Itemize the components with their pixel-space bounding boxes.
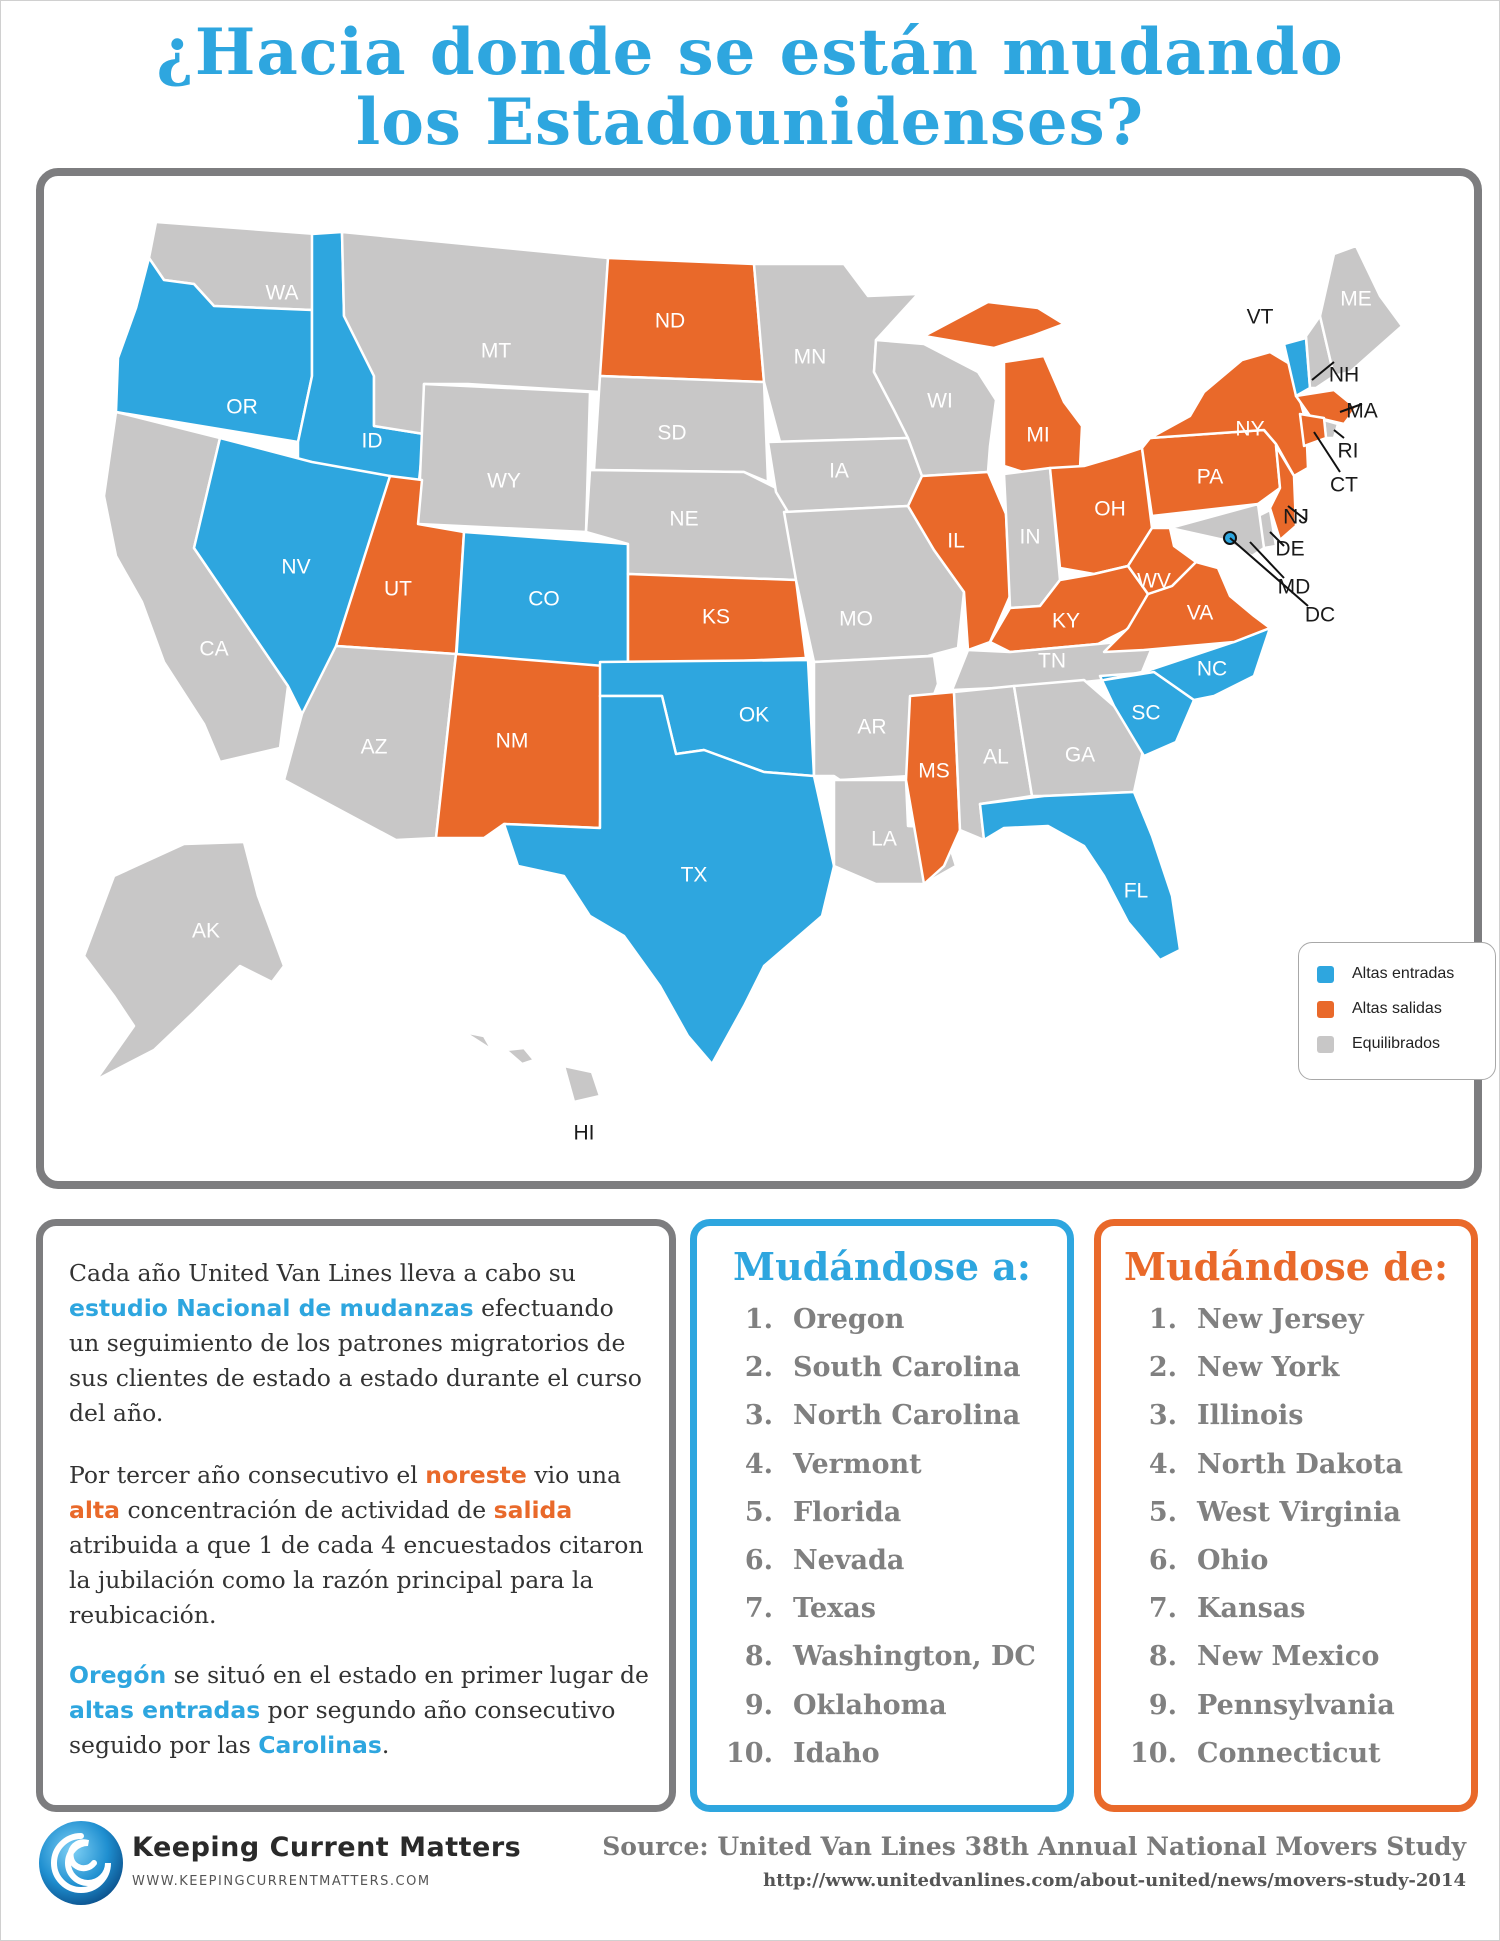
title-line-2: los Estadounidenses?	[355, 85, 1145, 160]
p3-highlight-1: Oregón	[69, 1661, 167, 1689]
source-url[interactable]: http://www.unitedvanlines.com/about-united/news/movers-study-2014	[763, 1870, 1466, 1891]
moving-to-state-name: Oregon	[793, 1304, 905, 1335]
moving-to-item-10	[697, 1738, 1067, 1778]
state-label-nv: NV	[281, 555, 311, 579]
state-label-nj: NJ	[1283, 505, 1309, 529]
legend-inbound-swatch	[1317, 966, 1334, 983]
p1-text-2: efectuando un seguimiento de los patrones migratorios de sus clientes de estado a estado durante el curso del año.	[69, 1294, 642, 1427]
state-hi	[464, 1032, 600, 1102]
state-label-ia: IA	[829, 459, 849, 483]
legend-outbound	[1317, 998, 1442, 1020]
state-label-id: ID	[361, 429, 383, 453]
moving-from-rank: 1.	[1148, 1304, 1177, 1335]
moving-from-item-2	[1101, 1352, 1471, 1392]
state-label-mt: MT	[480, 339, 512, 363]
moving-to-heading: Mudándose a:	[733, 1244, 1031, 1289]
state-fl	[980, 792, 1180, 960]
state-label-nh: NH	[1328, 363, 1360, 387]
state-label-wa: WA	[265, 281, 299, 305]
state-label-or: OR	[226, 395, 258, 419]
state-label-tx: TX	[680, 863, 708, 887]
moving-to-state-name: South Carolina	[793, 1352, 1021, 1384]
moving-from-item-4	[1101, 1449, 1471, 1489]
state-label-co: CO	[528, 587, 560, 611]
p2-highlight-1: noreste	[425, 1461, 527, 1489]
state-wy	[418, 384, 590, 532]
legend-inbound	[1317, 963, 1454, 985]
map-frame	[36, 168, 1482, 1189]
moving-from-state-name: West Virginia	[1197, 1496, 1401, 1528]
moving-to-state-name: Texas	[793, 1593, 876, 1625]
moving-to-item-5	[697, 1497, 1067, 1537]
state-label-pa: PA	[1196, 465, 1224, 489]
moving-from-state-name: Connecticut	[1197, 1737, 1381, 1769]
moving-to-rank: 9.	[744, 1689, 773, 1721]
kcm-logo-icon	[36, 1818, 126, 1908]
title-line-1: ¿Hacia donde se están mudando	[156, 15, 1344, 90]
state-label-ar: AR	[857, 715, 887, 739]
state-label-wv: WV	[1137, 569, 1171, 593]
state-label-ut: UT	[384, 577, 412, 601]
moving-from-rank: 3.	[1148, 1400, 1177, 1432]
moving-to-rank: 2.	[744, 1352, 773, 1384]
moving-from-state-name: New Jersey	[1197, 1304, 1364, 1335]
state-label-ak: AK	[191, 919, 221, 943]
p3-text: se situó en el estado en primer lugar de	[166, 1661, 649, 1689]
moving-from-heading: Mudándose de:	[1123, 1244, 1448, 1289]
moving-to-state-name: Oklahoma	[793, 1689, 947, 1721]
state-label-dc: DC	[1304, 603, 1336, 627]
moving-from-rank: 8.	[1148, 1641, 1177, 1673]
p3-highlight-3: Carolinas	[258, 1731, 382, 1759]
moving-to-state-name: Florida	[793, 1496, 902, 1528]
description-box	[36, 1219, 676, 1812]
state-label-de: DE	[1275, 537, 1305, 561]
moving-to-rank: 6.	[744, 1545, 773, 1576]
moving-to-rank: 1.	[744, 1304, 773, 1335]
moving-to-rank: 5.	[744, 1496, 773, 1528]
moving-to-item-7	[697, 1593, 1067, 1633]
p2-highlight-2: alta	[69, 1496, 121, 1524]
p2-text: Por tercer año consecutivo el	[69, 1461, 426, 1489]
paragraph-3	[69, 1658, 649, 1763]
moving-from-rank: 10.	[1130, 1737, 1177, 1769]
moving-to-rank: 8.	[744, 1641, 773, 1673]
state-ct	[1300, 414, 1326, 446]
moving-from-item-6	[1101, 1545, 1471, 1585]
moving-to-state-name: Vermont	[793, 1448, 922, 1480]
moving-from-state-name: Pennsylvania	[1197, 1689, 1395, 1721]
state-label-va: VA	[1186, 601, 1214, 625]
p1-text: Cada año United Van Lines lleva a cabo su	[69, 1259, 576, 1287]
moving-to-item-9	[697, 1690, 1067, 1730]
legend-outbound-label: Altas salidas	[1352, 1000, 1442, 1017]
moving-from-state-name: Ohio	[1197, 1545, 1269, 1576]
state-label-sc: SC	[1131, 701, 1161, 725]
moving-from-rank: 9.	[1148, 1689, 1177, 1721]
legend-balanced-swatch	[1317, 1036, 1334, 1053]
state-label-ma: MA	[1346, 399, 1378, 423]
paragraph-1	[69, 1256, 649, 1431]
moving-from-item-8	[1101, 1641, 1471, 1681]
logo-url: WWW.KEEPINGCURRENTMATTERS.COM	[132, 1874, 431, 1889]
map-legend	[1298, 942, 1496, 1080]
state-label-ga: GA	[1064, 743, 1096, 767]
p2-text-2: vio una	[526, 1461, 622, 1489]
p3-highlight-2: altas entradas	[69, 1696, 261, 1724]
state-label-ny: NY	[1235, 417, 1265, 441]
state-label-fl: FL	[1123, 879, 1149, 903]
state-ak	[84, 842, 284, 1080]
p1-highlight: estudio Nacional de mudanzas	[69, 1294, 474, 1322]
moving-to-state-name: North Carolina	[793, 1400, 1021, 1432]
p2-text-4: atribuida a que 1 de cada 4 encuestados citaron la jubilación como la razón principal para la reubicación.	[69, 1531, 644, 1629]
state-label-hi: HI	[573, 1121, 595, 1145]
state-label-sd: SD	[657, 421, 687, 445]
logo-name: Keeping Current Matters	[132, 1832, 522, 1863]
state-label-ky: KY	[1051, 609, 1081, 633]
state-label-ks: KS	[701, 605, 731, 629]
state-label-mi: MI	[1026, 423, 1050, 447]
moving-to-item-6	[697, 1545, 1067, 1585]
moving-from-rank: 7.	[1148, 1593, 1177, 1625]
moving-from-rank: 6.	[1148, 1545, 1177, 1576]
paragraph-2	[69, 1458, 649, 1633]
moving-from-item-5	[1101, 1497, 1471, 1537]
state-label-tn: TN	[1038, 649, 1066, 673]
p2-highlight-3: salida	[493, 1496, 573, 1524]
moving-from-state-name: North Dakota	[1197, 1448, 1404, 1480]
moving-from-item-3	[1101, 1400, 1471, 1440]
moving-from-state-name: New York	[1197, 1352, 1340, 1384]
state-label-al: AL	[983, 745, 1009, 769]
state-label-ri: RI	[1337, 439, 1359, 463]
state-label-wi: WI	[927, 389, 953, 413]
moving-from-item-7	[1101, 1593, 1471, 1633]
state-label-ms: MS	[918, 759, 950, 783]
moving-from-state-name: New Mexico	[1197, 1641, 1380, 1673]
moving-from-item-9	[1101, 1690, 1471, 1730]
p2-text-3: concentración de actividad de	[120, 1496, 494, 1524]
moving-to-item-2	[697, 1352, 1067, 1392]
moving-from-rank: 4.	[1148, 1448, 1177, 1480]
source-text: Source: United Van Lines 38th Annual National Movers Study	[602, 1832, 1466, 1861]
moving-from-state-name: Kansas	[1197, 1593, 1306, 1625]
us-map	[44, 176, 1474, 1181]
moving-from-state-name: Illinois	[1197, 1400, 1304, 1432]
legend-balanced-label: Equilibrados	[1352, 1035, 1441, 1052]
state-label-il: IL	[947, 529, 965, 553]
state-label-mn: MN	[793, 345, 827, 369]
moving-to-state-name: Washington, DC	[793, 1641, 1036, 1673]
state-label-mo: MO	[839, 607, 873, 631]
state-label-me: ME	[1340, 287, 1372, 311]
moving-from-rank: 2.	[1148, 1352, 1177, 1384]
state-label-md: MD	[1277, 575, 1311, 599]
moving-to-state-name: Idaho	[793, 1737, 880, 1769]
state-label-ne: NE	[669, 507, 699, 531]
moving-from-box	[1094, 1219, 1478, 1812]
state-label-az: AZ	[360, 735, 388, 759]
p3-text-3: .	[381, 1731, 390, 1759]
state-label-la: LA	[871, 827, 897, 851]
moving-to-rank: 10.	[726, 1737, 773, 1769]
moving-from-item-10	[1101, 1738, 1471, 1778]
state-label-vt: VT	[1246, 305, 1274, 329]
page-title	[0, 15, 1500, 160]
p3-text-2: por segundo año consecutivo seguido por las	[69, 1696, 616, 1759]
state-label-oh: OH	[1094, 497, 1126, 521]
state-label-in: IN	[1019, 525, 1041, 549]
state-label-ct: CT	[1330, 473, 1358, 497]
state-label-nd: ND	[654, 309, 686, 333]
moving-to-rank: 7.	[744, 1593, 773, 1625]
moving-to-item-4	[697, 1449, 1067, 1489]
legend-inbound-label: Altas entradas	[1352, 965, 1455, 982]
moving-from-item-1	[1101, 1304, 1471, 1344]
moving-to-item-3	[697, 1400, 1067, 1440]
moving-to-box	[690, 1219, 1074, 1812]
moving-to-item-1	[697, 1304, 1067, 1344]
moving-to-item-8	[697, 1641, 1067, 1681]
state-me	[1320, 246, 1402, 376]
state-label-nm: NM	[495, 729, 529, 753]
legend-balanced	[1317, 1033, 1440, 1055]
state-label-ok: OK	[738, 703, 770, 727]
state-label-wy: WY	[487, 469, 521, 493]
moving-to-state-name: Nevada	[793, 1545, 905, 1576]
moving-to-rank: 4.	[744, 1448, 773, 1480]
legend-outbound-swatch	[1317, 1001, 1334, 1018]
state-label-nc: NC	[1196, 657, 1228, 681]
moving-from-rank: 5.	[1148, 1496, 1177, 1528]
moving-to-rank: 3.	[744, 1400, 773, 1432]
state-label-ca: CA	[199, 637, 229, 661]
